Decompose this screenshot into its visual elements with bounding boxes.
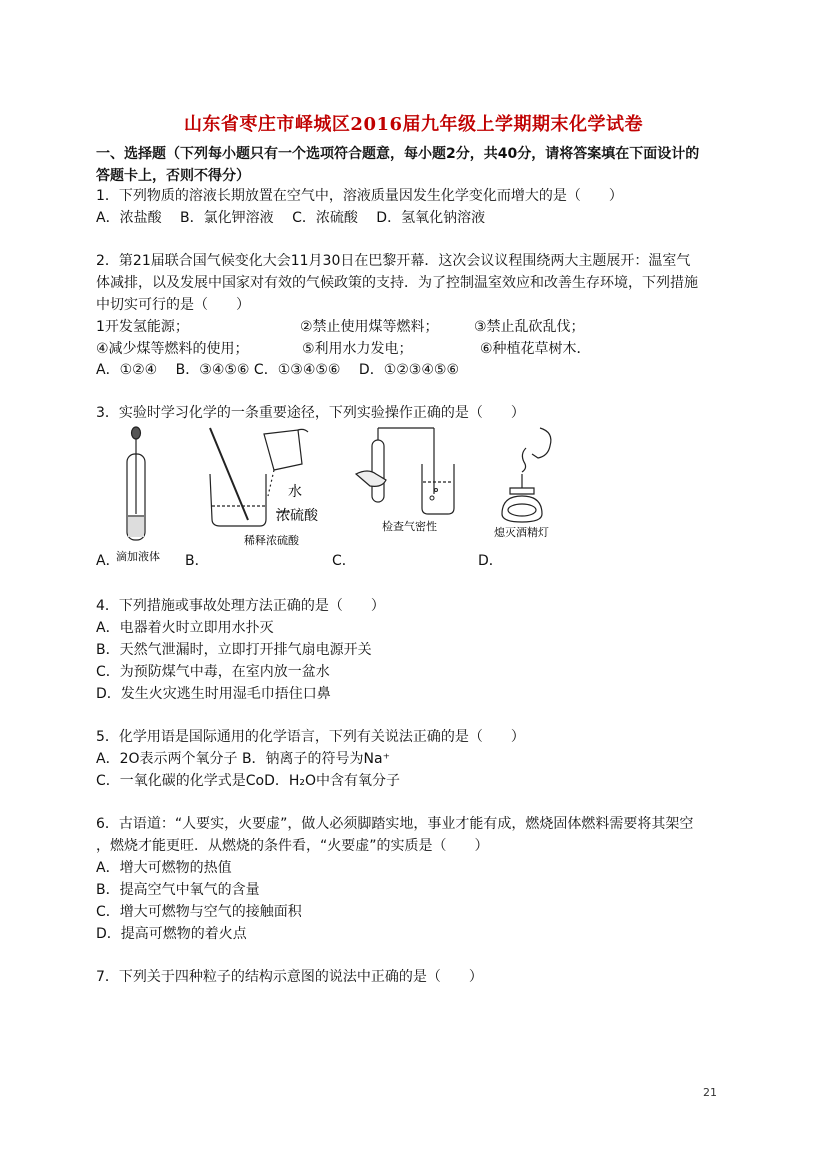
section-heading-line2: 答题卡上，否则不得分） [96,168,250,184]
q1-stem: 1．下列物质的溶液长期放置在空气中，溶液质量因发生化学变化而增大的是（ ） [96,188,623,204]
q4-option-a: A．电器着火时立即用水扑灭 [96,620,274,636]
dilution-illustration [202,424,327,550]
q2-stem-line3: 中切实可行的是（ ） [96,297,250,313]
q2-stem-line2: 体减排，以及发展中国家对有效的气候政策的支持．为了控制温室效应和改善生存环境，下列措施 [96,275,698,291]
q6-option-c: C．增大可燃物与空气的接触面积 [96,904,302,920]
q4-option-c: C．为预防煤气中毒，在室内放一盆水 [96,664,330,680]
q2-item-2: ②禁止使用煤等燃料； [300,319,439,335]
caption-lamp: 熄灭酒精灯 [494,526,549,539]
dropper-illustration [112,424,174,564]
q2-item-5: ⑤利用水力发电； [302,341,413,357]
label-acid: 浓硫酸 [276,508,318,524]
q2-item-6: ⑥种植花草树木． [480,341,591,357]
q6-stem-line2: ，燃烧才能更旺．从燃烧的条件看，“火要虚”的实质是（ ） [96,838,489,854]
q2-stem-line1: 2．第21届联合国气候变化大会11月30日在巴黎开幕．这次会议议程围绕两大主题展开：温室气 [96,253,691,269]
q3-option-a: A． [96,553,120,569]
q6-option-b: B．提高空气中氧气的含量 [96,882,260,898]
section-heading-line1: 一、选择题（下列每小题只有一个选项符合题意，每小题2分，共40分，请将答案填在下面设计的 [96,146,700,162]
q7-stem: 7．下列关于四种粒子的结构示意图的说法中正确的是（ ） [96,969,483,985]
q3-stem: 3．实验时学习化学的一条重要途径，下列实验操作正确的是（ ） [96,405,525,421]
q5-options-cd: C．一氧化碳的化学式是CoD．H₂O中含有氧分子 [96,773,401,789]
caption-airtightness: 检查气密性 [382,520,437,533]
caption-dropper: 滴加液体 [116,550,160,563]
q6-option-d: D．提高可燃物的着火点 [96,926,247,942]
q4-option-d: D．发生火灾逃生时用湿毛巾捂住口鼻 [96,686,331,702]
page-title: 山东省枣庄市峄城区2016届九年级上学期期末化学试卷 [183,114,644,135]
q3-option-d: D． [478,553,503,569]
page-number: 21 [703,1086,717,1099]
q2-item-4: ④减少煤等燃料的使用； [96,341,249,357]
airtightness-illustration [352,424,467,540]
q4-stem: 4．下列措施或事故处理方法正确的是（ ） [96,598,385,614]
q5-stem: 5．化学用语是国际通用的化学语言，下列有关说法正确的是（ ） [96,729,525,745]
q2-options: A．①②④ B．③④⑤⑥ C．①③④⑤⑥ D．①②③④⑤⑥ [96,362,460,378]
alcohol-lamp-illustration [492,424,570,542]
caption-dilution: 稀释浓硫酸 [244,534,299,547]
q4-option-b: B．天然气泄漏时，立即打开排气扇电源开关 [96,642,372,658]
q2-item-3: ③禁止乱砍乱伐； [474,319,585,335]
q6-option-a: A．增大可燃物的热值 [96,860,232,876]
q5-options-ab: A．2O表示两个氧分子 B．钠离子的符号为Na⁺ [96,751,390,767]
q3-option-b: B． [185,553,209,569]
q3-option-c: C． [332,553,356,569]
q6-stem-line1: 6．古语道：“人要实，火要虚”，做人必须脚踏实地，事业才能有成，燃烧固体燃料需要将其架空 [96,816,694,832]
label-water: 水 [288,484,302,500]
q2-item-1: 1开发氢能源； [96,319,189,335]
q1-options: A．浓盐酸 B．氯化钾溶液 C．浓硫酸 D．氢氧化钠溶液 [96,210,486,226]
